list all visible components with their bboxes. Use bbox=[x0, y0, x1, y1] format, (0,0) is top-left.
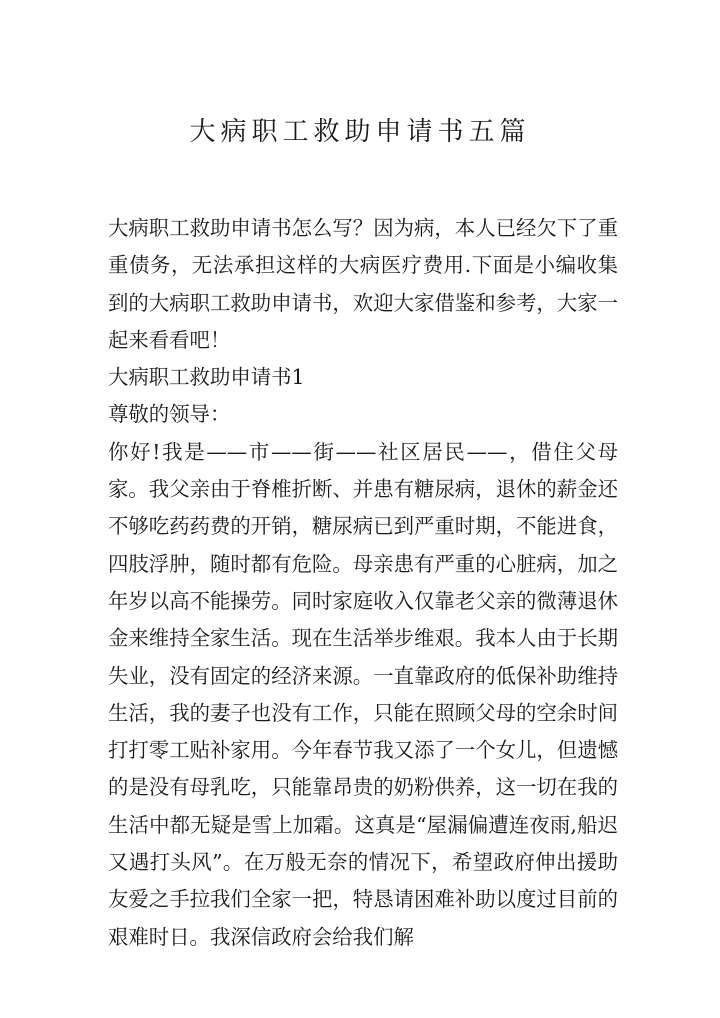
salutation: 尊敬的领导： bbox=[108, 402, 231, 427]
document-body bbox=[108, 210, 618, 956]
document-title: 大病职工救助申请书五篇 bbox=[189, 117, 531, 147]
section-heading: 大病职工救助申请书1 bbox=[108, 365, 305, 390]
intro-paragraph: 大病职工救助申请书怎么写？因为病，本人已经欠下了重重债务，无法承担这样的大病医疗费用.下面是小编收集到的大病职工救助申请书，欢迎大家借鉴和参考，大家一起来看看吧！ bbox=[108, 216, 618, 352]
letter-body-paragraph: 你好!我是——市——街——社区居民——，借住父母家。我父亲由于脊椎折断、并患有糖尿病，退休的薪金还不够吃药药费的开销，糖尿病已到严重时期，不能进食，四肢浮肿，随时都有危险。母亲患有严重的心脏病，加之年岁以高不能操劳。同时家庭收入仅靠老父亲的微薄退休金来维持全家生活。现在生活举步维艰。我本人由于长期失业，没有固定的经济来源。一直靠政府的低保补助维持生活，我的妻子也没有工作，只能在照顾父母的空余时间打打零工贴补家用。今年春节我又添了一个女儿，但遗憾的是没有母乳吃，只能靠昂贵的奶粉供养，这一切在我的生活中都无疑是雪上加霜。这真是“屋漏偏遭连夜雨,船迟又遇打头风”。在万般无奈的情况下，希望政府伸出援助友爱之手拉我们全家一把，特恳请困难补助以度过目前的艰难时日。我深信政府会给我们解 bbox=[108, 439, 618, 949]
